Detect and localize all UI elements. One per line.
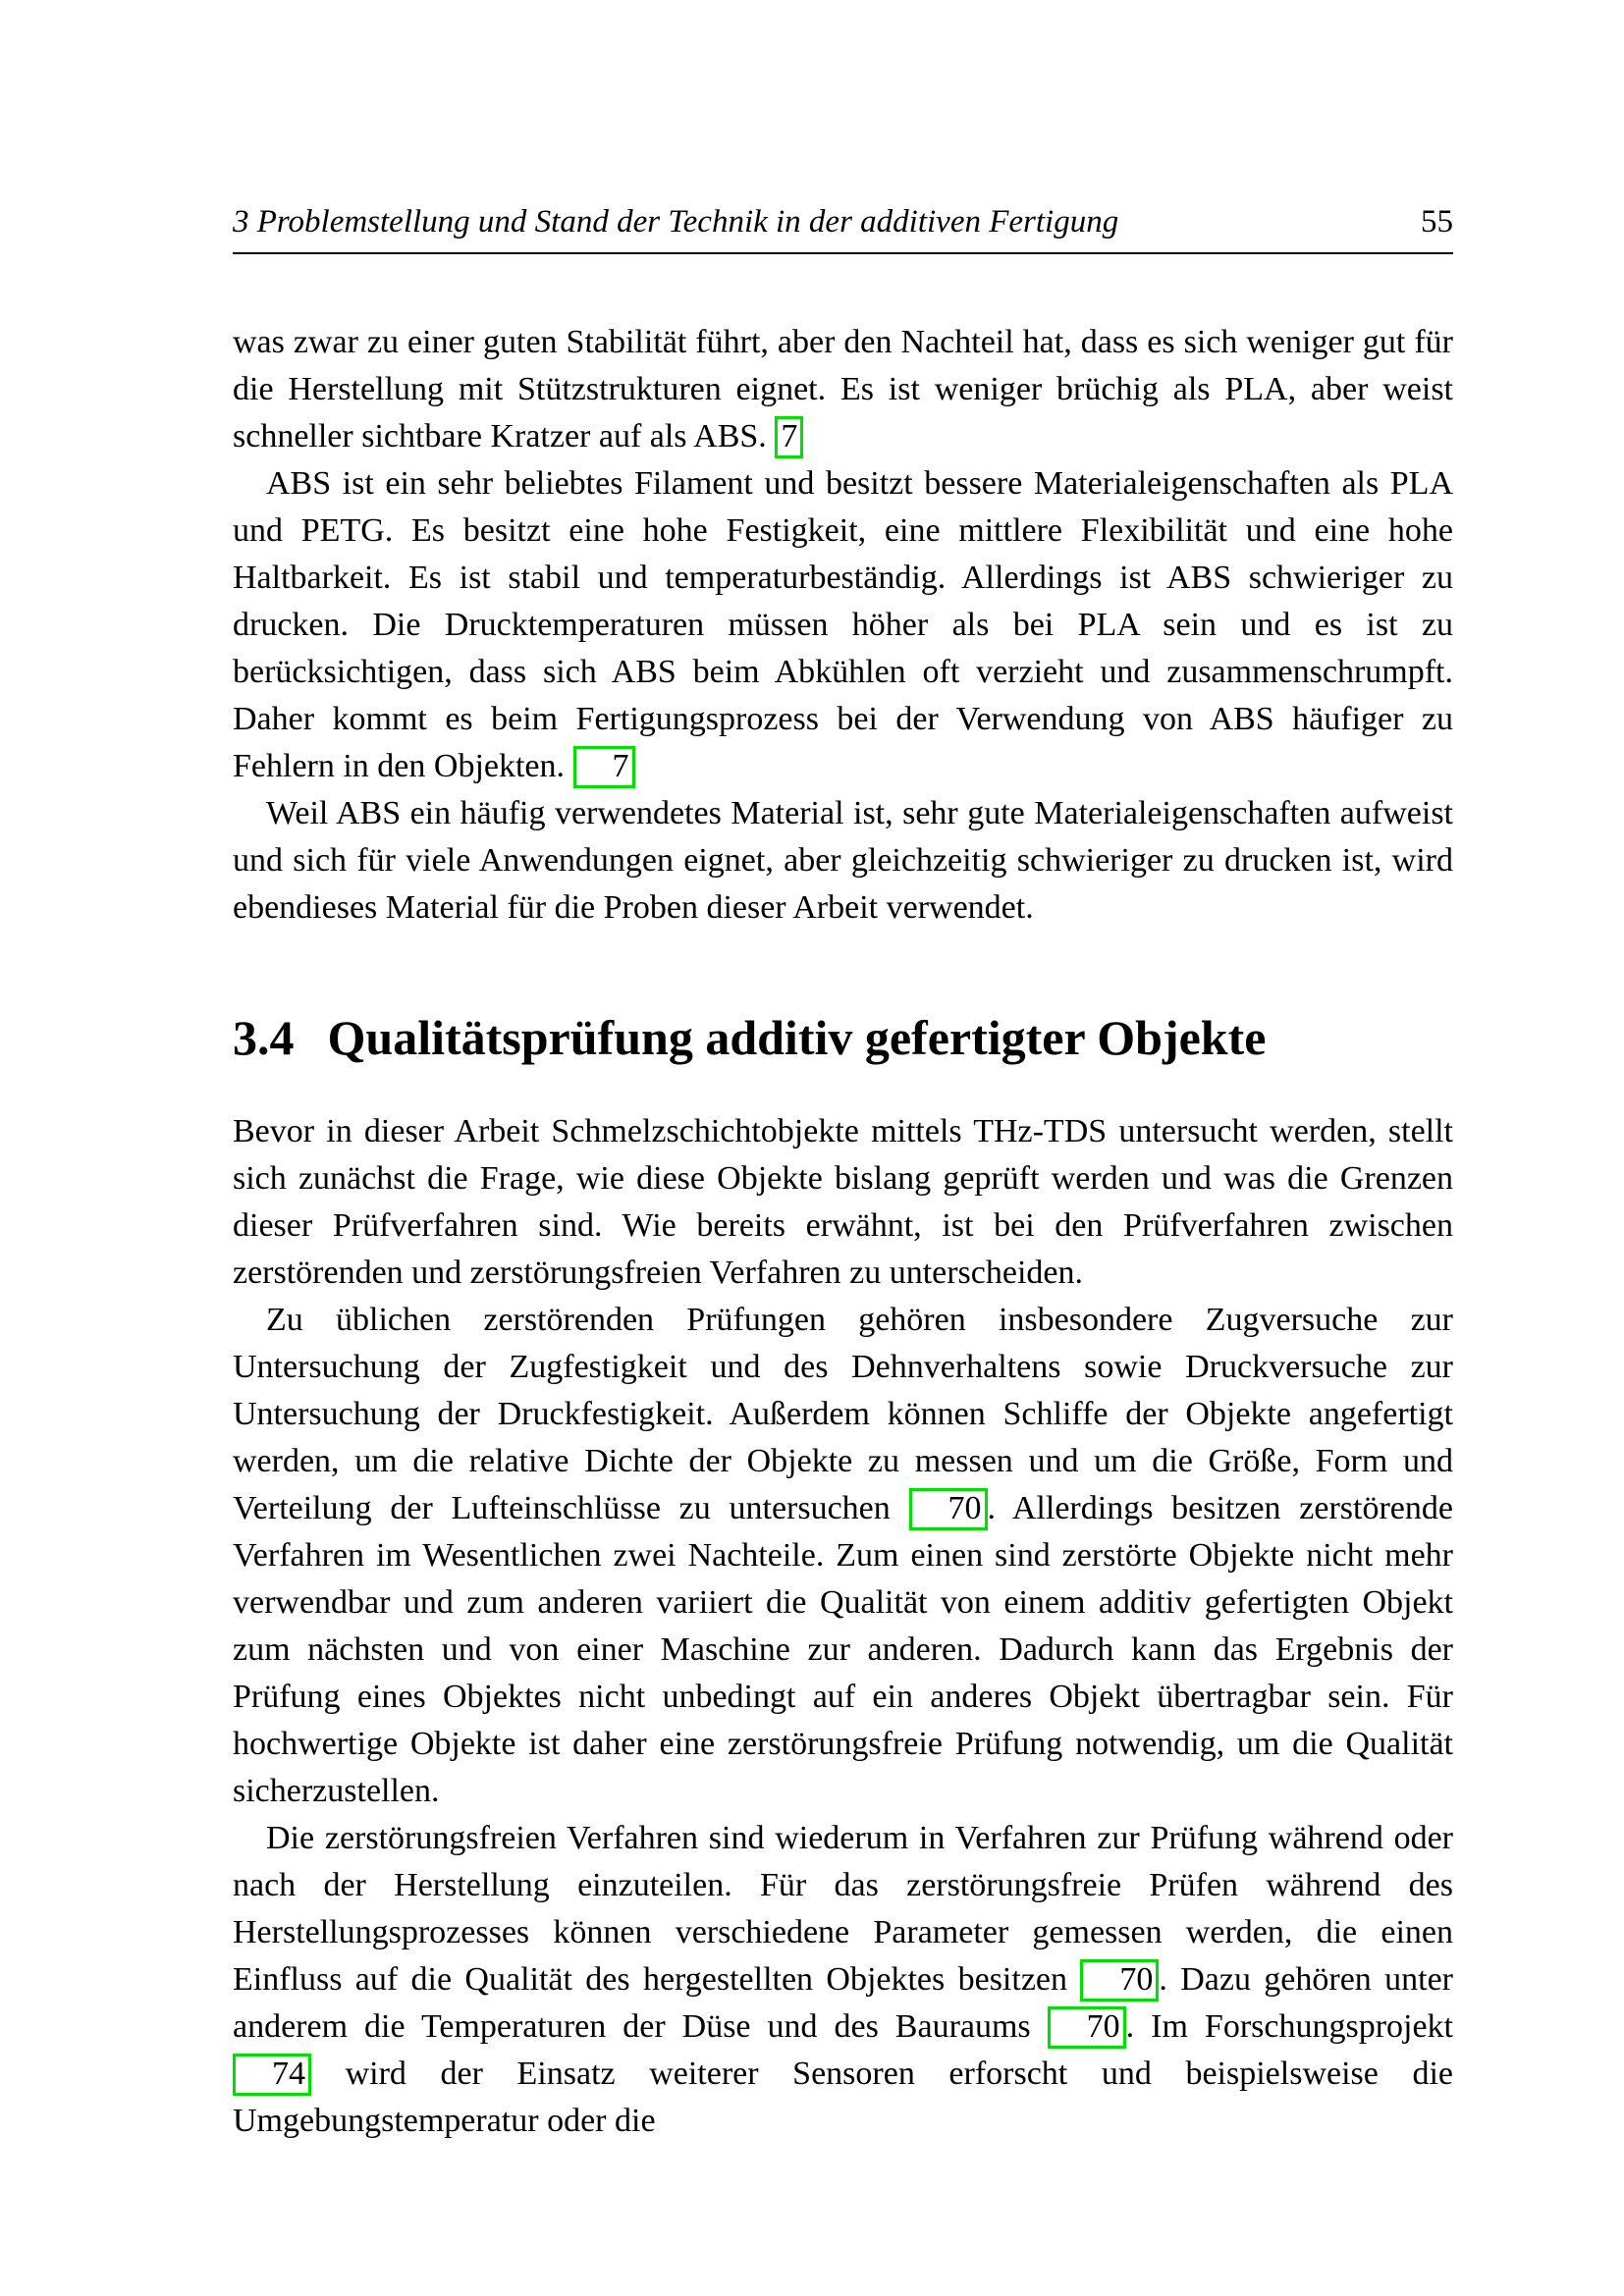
page-number: 55 [1421,204,1453,240]
paragraph: ABS ist ein sehr beliebtes Filament und besitzt bessere Materialeigenschaften als PLA und PETG. Es besitzt eine hohe Festigkeit, eine mittlere Flexibilität und eine hohe Haltbarkeit. Es ist stabil und temperaturbeständig. Allerdings ist ABS schwieriger zu drucken. Die Drucktemperaturen müssen höher als bei PLA sein und es ist zu berücksichtigen, dass sich ABS beim Abkühlen oft verzieht und zusammenschrumpft. Daher kommt es beim Fertigungsprozess bei der Verwendung von ABS häufiger zu Fehlern in den Objekten. 7 [233,460,1453,790]
citation-link-70[interactable]: 70 [1048,2006,1126,2049]
citation-link-70[interactable]: 70 [909,1488,988,1530]
citation-link-7[interactable]: 7 [775,416,803,458]
section-title: Qualitätsprüfung additiv gefertigter Objekte [327,1010,1267,1066]
paragraph: Weil ABS ein häufig verwendetes Material ist, sehr gute Materialeigenschaften aufweist und sich für viele Anwendungen eignet, aber gleichzeitig schwieriger zu drucken ist, wird ebendieses Material für die Proben dieser Arbeit verwendet. [233,795,1453,927]
section-number: 3.4 [233,1010,295,1066]
paragraph: was zwar zu einer guten Stabilität führt, aber den Nachteil hat, dass es sich weniger gut für die Herstellung mit Stützstrukturen eignet. Es ist weniger brüchig als PLA, aber weist schneller sichtbare Kratzer auf als ABS. 7 [233,319,1453,460]
section-3-4-paragraphs [233,1108,1453,2145]
paragraph: Zu üblichen zerstörenden Prüfungen gehören insbesondere Zugversuche zur Untersuchung der Zugfestigkeit und des Dehnverhaltens sowie Druckversuche zur Untersuchung der Druckfestigkeit. Außerdem können Schliffe der Objekte angefertigt werden, um die relative Dichte der Objekte zu messen und um die Größe, Form und Verteilung der Lufteinschlüsse zu untersuchen 70 . Allerdings besitzen zerstörende Verfahren im Wesentlichen zwei Nachteile. Zum einen sind zerstörte Objekte nicht mehr verwendbar und zum anderen variiert die Qualität von einem additiv gefertigten Objekt zum nächsten und von einer Maschine zur anderen. Dadurch kann das Ergebnis der Prüfung eines Objektes nicht unbedingt auf ein anderes Objekt übertragbar sein. Für hochwertige Objekte ist daher eine zerstörungsfreie Prüfung notwendig, um die Qualität sicherzustellen. [233,1301,1453,1809]
section-3-3-paragraphs [233,319,1453,932]
running-header-title: 3 Problemstellung und Stand der Technik in der additiven Fertigung [233,204,1119,240]
header-rule [233,252,1453,254]
section-heading [233,1010,1453,1067]
citation-link-74[interactable]: 74 [233,2054,311,2096]
body-text [233,319,1453,2145]
citation-link-7[interactable]: 7 [573,746,635,788]
running-header [233,204,1453,240]
paragraph: Die zerstörungsfreien Verfahren sind wiederum in Verfahren zur Prüfung während oder nach der Herstellung einzuteilen. Für das zerstörungsfreie Prüfen während des Herstellungsprozesses können verschiedene Parameter gemessen werden, die einen Einfluss auf die Qualität des hergestellten Objektes besitzen 70 . Dazu gehören unter anderem die Temperaturen der Düse und des Bauraums 70 . Im Forschungsprojekt 74 wird der Einsatz weiterer Sensoren erforscht und beispielsweise die Umgebungstemperatur oder die [233,1819,1453,2139]
citation-link-70[interactable]: 70 [1080,1959,1159,2002]
paragraph: Bevor in dieser Arbeit Schmelzschichtobjekte mittels THz-TDS untersucht werden, stellt sich zunächst die Frage, wie diese Objekte bislang geprüft werden und was die Grenzen dieser Prüfverfahren sind. Wie bereits erwähnt, ist bei den Prüfverfahren zwischen zerstörenden und zerstörungsfreien Verfahren zu unterscheiden. [233,1112,1453,1291]
